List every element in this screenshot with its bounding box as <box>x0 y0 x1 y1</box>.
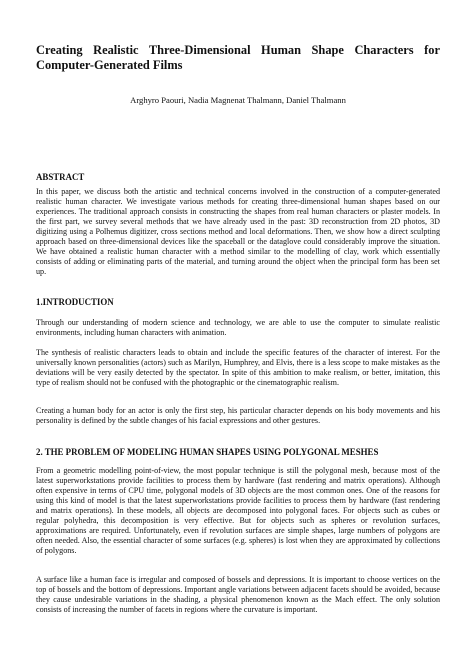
abstract-heading: ABSTRACT <box>36 172 85 182</box>
section-2-paragraph-2: A surface like a human face is irregular and composed of bossels and depressions. It is important to choose vertices on the top of bossels and the bottom of depressions. Important angle variations between adjacent facets should be avoided, because they cause undesirable variations in the shading, a physical phenomenon known as the Mach effect. The only solution consists of increasing the number of facets in regions where the curvature is important. <box>36 575 440 614</box>
section-2-heading: 2. THE PROBLEM OF MODELING HUMAN SHAPES USING POLYGONAL MESHES <box>36 447 379 457</box>
section-1-paragraph-2: The synthesis of realistic characters leads to obtain and include the specific features of the character of interest. For the universally known personalities (actors) such as Marilyn, Humphrey, and Elvis, there is a less scope to make mistakes as the deviations will be very easily detected by the spectator. In spite of this ambition to make realism, or better, imitation, this type of realism should not be confused with the photographic or the cinematographic realism. <box>36 348 440 387</box>
abstract-text: In this paper, we discuss both the artistic and technical concerns involved in the construction of a computer-generated realistic human character. We investigate various methods for creating three-dimensional human shapes based on our experiences. The traditional approach consists in constructing the shapes from real human characters or plaster models. In the first part, we survey several methods that we have already used in the past: 3D reconstruction from 2D photos, 3D digitizing using a Polhemus digitizer, cross sections method and local deformations. Then, we show how a direct sculpting approach based on three-dimensional devices like the spaceball or the dataglove could considerably improve the situation. We have obtained a realistic human character with a method similar to the modelling of clay, work which essentially consists of adding or eliminating parts of the material, and turning around the object when the principal form has been set up. <box>36 187 440 276</box>
section-2-paragraph-1: From a geometric modelling point-of-view, the most popular technique is still the polygonal mesh, because most of the latest superworkstations provide facilities to process them by hardware (fast rendering and matrix operations). Although often expensive in terms of CPU time, polygonal models of 3D objects are the most common ones. One of the reasons for using this kind of model is that the latest superworkstations provide facilities to process them by hardware (fast rendering and matrix operations). In these models, all objects are decomposed into polygonal faces. For objects such as cubes or regular polyhedra, this decomposition is very effective. But for objects such as spheres or revolution surfaces, approximations are required. Unfortunately, even if revolution surfaces are simple shapes, large numbers of polygons are often needed. Also, the essential character of some surfaces (e.g. spheres) is lost when they are approximated by collections of polygons. <box>36 466 440 555</box>
section-1-paragraph-1: Through our understanding of modern science and technology, we are able to use the computer to simulate realistic environments, including human characters with animation. <box>36 318 440 337</box>
section-1-heading: 1.INTRODUCTION <box>36 297 114 307</box>
section-1-paragraph-3: Creating a human body for an actor is only the first step, his particular character depends on his body movements and his personality is defined by the subtle changes of his facial expressions and other gestures. <box>36 406 440 425</box>
paper-title: Creating Realistic Three-Dimensional Human Shape Characters for Computer-Generated Films <box>36 43 440 72</box>
author-list: Arghyro Paouri, Nadia Magnenat Thalmann, Daniel Thalmann <box>130 95 346 105</box>
